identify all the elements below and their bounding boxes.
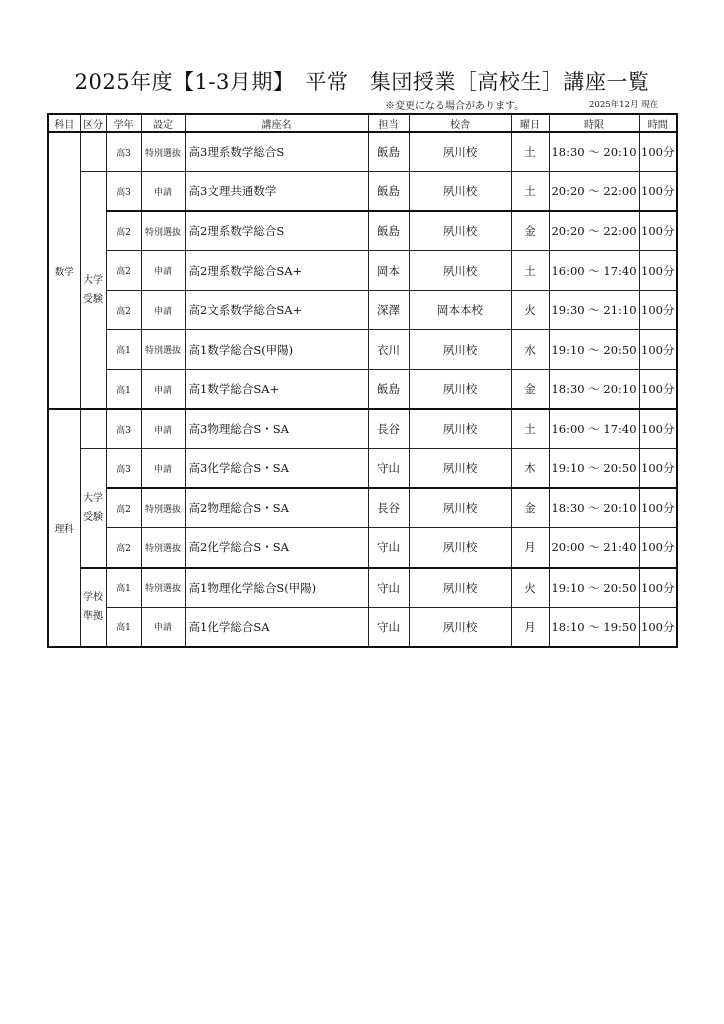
cell-grade: 高3 bbox=[106, 132, 141, 172]
period-end: 19:50 bbox=[603, 619, 637, 634]
cell-grade: 高3 bbox=[106, 409, 141, 449]
cell-setting: 申請 bbox=[141, 409, 185, 449]
cell-setting: 申請 bbox=[141, 251, 185, 291]
cell-school: 夙川校 bbox=[409, 211, 511, 251]
table-row bbox=[48, 330, 677, 370]
header-school: 校舎 bbox=[409, 114, 511, 132]
period-separator: ～ bbox=[584, 184, 604, 199]
cell-teacher: 守山 bbox=[368, 568, 409, 608]
table-row bbox=[48, 172, 677, 212]
cell-teacher: 飯島 bbox=[368, 211, 409, 251]
page-title: 2025年度【1-3月期】 平常 集団授業［高校生］講座一覧 bbox=[74, 70, 650, 94]
header-setting: 設定 bbox=[141, 114, 185, 132]
cell-teacher: 衣川 bbox=[368, 330, 409, 370]
period-start: 19:30 bbox=[551, 303, 585, 318]
period-start: 16:00 bbox=[551, 422, 585, 437]
cell-grade: 高2 bbox=[106, 488, 141, 528]
cell-duration: 100分 bbox=[639, 568, 677, 608]
cell-course: 高2文系数学総合SA+ bbox=[185, 290, 368, 330]
cell-duration: 100分 bbox=[639, 488, 677, 528]
cell-grade: 高2 bbox=[106, 290, 141, 330]
table-row bbox=[48, 488, 677, 528]
cell-duration: 100分 bbox=[639, 290, 677, 330]
cell-duration: 100分 bbox=[639, 607, 677, 647]
cell-period bbox=[549, 290, 639, 330]
cell-school: 夙川校 bbox=[409, 607, 511, 647]
cell-school: 夙川校 bbox=[409, 449, 511, 489]
cell-day: 月 bbox=[511, 607, 549, 647]
cell-grade: 高1 bbox=[106, 607, 141, 647]
period-separator: ～ bbox=[584, 501, 604, 516]
header-day: 曜日 bbox=[511, 114, 549, 132]
category-blank bbox=[80, 409, 106, 449]
category-exam: 大学 受験 bbox=[80, 449, 106, 568]
cell-school: 夙川校 bbox=[409, 409, 511, 449]
header-subject: 科目 bbox=[48, 114, 80, 132]
cell-setting: 申請 bbox=[141, 172, 185, 212]
cell-setting: 特別選抜 bbox=[141, 330, 185, 370]
cell-teacher: 飯島 bbox=[368, 132, 409, 172]
cell-period bbox=[549, 132, 639, 172]
cell-setting: 特別選抜 bbox=[141, 528, 185, 568]
header-teacher: 担当 bbox=[368, 114, 409, 132]
cell-grade: 高3 bbox=[106, 172, 141, 212]
cell-setting: 申請 bbox=[141, 449, 185, 489]
period-start: 18:30 bbox=[551, 501, 585, 516]
cell-teacher: 長谷 bbox=[368, 488, 409, 528]
cell-duration: 100分 bbox=[639, 409, 677, 449]
period-end: 20:10 bbox=[603, 145, 637, 160]
cell-course: 高2物理総合S・SA bbox=[185, 488, 368, 528]
cell-school: 夙川校 bbox=[409, 172, 511, 212]
cell-setting: 申請 bbox=[141, 290, 185, 330]
period-separator: ～ bbox=[584, 342, 604, 357]
period-start: 18:10 bbox=[551, 619, 585, 634]
cell-setting: 特別選抜 bbox=[141, 211, 185, 251]
cell-setting: 特別選抜 bbox=[141, 132, 185, 172]
category-exam: 大学 受験 bbox=[80, 172, 106, 410]
cell-setting: 特別選抜 bbox=[141, 568, 185, 608]
cell-day: 水 bbox=[511, 330, 549, 370]
table-row bbox=[48, 211, 677, 251]
period-start: 19:10 bbox=[551, 461, 585, 476]
period-start: 19:10 bbox=[551, 580, 585, 595]
cell-period bbox=[549, 370, 639, 410]
period-end: 20:50 bbox=[603, 461, 637, 476]
period-separator: ～ bbox=[584, 580, 604, 595]
period-separator: ～ bbox=[584, 224, 604, 239]
cell-grade: 高1 bbox=[106, 568, 141, 608]
cell-grade: 高1 bbox=[106, 370, 141, 410]
cell-day: 土 bbox=[511, 251, 549, 291]
cell-course: 高1化学総合SA bbox=[185, 607, 368, 647]
cell-duration: 100分 bbox=[639, 132, 677, 172]
table-row bbox=[48, 370, 677, 410]
subject-science: 理科 bbox=[48, 409, 80, 647]
period-separator: ～ bbox=[584, 382, 604, 397]
cell-day: 土 bbox=[511, 132, 549, 172]
period-end: 20:50 bbox=[603, 580, 637, 595]
header-duration: 時間 bbox=[639, 114, 677, 132]
cell-duration: 100分 bbox=[639, 251, 677, 291]
cell-period bbox=[549, 449, 639, 489]
cell-duration: 100分 bbox=[639, 330, 677, 370]
period-separator: ～ bbox=[584, 619, 604, 634]
header-category: 区分 bbox=[80, 114, 106, 132]
cell-setting: 申請 bbox=[141, 607, 185, 647]
period-start: 19:10 bbox=[551, 342, 585, 357]
period-end: 22:00 bbox=[603, 184, 637, 199]
period-separator: ～ bbox=[584, 145, 604, 160]
cell-school: 夙川校 bbox=[409, 528, 511, 568]
period-separator: ～ bbox=[584, 540, 604, 555]
cell-school: 岡本本校 bbox=[409, 290, 511, 330]
cell-teacher: 長谷 bbox=[368, 409, 409, 449]
cell-period bbox=[549, 251, 639, 291]
cell-grade: 高2 bbox=[106, 211, 141, 251]
cell-course: 高2理系数学総合S bbox=[185, 211, 368, 251]
cell-school: 夙川校 bbox=[409, 251, 511, 291]
course-table bbox=[47, 113, 678, 648]
cell-day: 土 bbox=[511, 172, 549, 212]
period-separator: ～ bbox=[584, 422, 604, 437]
cell-grade: 高3 bbox=[106, 449, 141, 489]
period-separator: ～ bbox=[584, 263, 604, 278]
cell-day: 木 bbox=[511, 449, 549, 489]
cell-course: 高3化学総合S・SA bbox=[185, 449, 368, 489]
table-row bbox=[48, 409, 677, 449]
cell-school: 夙川校 bbox=[409, 132, 511, 172]
period-end: 21:40 bbox=[603, 540, 637, 555]
cell-duration: 100分 bbox=[639, 211, 677, 251]
cell-day: 火 bbox=[511, 568, 549, 608]
cell-school: 夙川校 bbox=[409, 370, 511, 410]
header-grade: 学年 bbox=[106, 114, 141, 132]
table-row bbox=[48, 568, 677, 608]
period-end: 20:10 bbox=[603, 382, 637, 397]
period-end: 20:10 bbox=[603, 501, 637, 516]
table-header-row bbox=[48, 114, 677, 132]
cell-period bbox=[549, 211, 639, 251]
subject-math: 数学 bbox=[48, 132, 80, 409]
cell-teacher: 飯島 bbox=[368, 172, 409, 212]
period-start: 20:00 bbox=[551, 540, 585, 555]
table-row bbox=[48, 290, 677, 330]
table-row bbox=[48, 528, 677, 568]
cell-period bbox=[549, 528, 639, 568]
period-start: 18:30 bbox=[551, 382, 585, 397]
table-row bbox=[48, 607, 677, 647]
cell-period bbox=[549, 488, 639, 528]
cell-day: 月 bbox=[511, 528, 549, 568]
period-end: 20:50 bbox=[603, 342, 637, 357]
cell-course: 高3理系数学総合S bbox=[185, 132, 368, 172]
cell-grade: 高1 bbox=[106, 330, 141, 370]
cell-course: 高1数学総合S(甲陽) bbox=[185, 330, 368, 370]
period-start: 18:30 bbox=[551, 145, 585, 160]
cell-period bbox=[549, 330, 639, 370]
cell-grade: 高2 bbox=[106, 251, 141, 291]
cell-period bbox=[549, 172, 639, 212]
cell-course: 高1物理化学総合S(甲陽) bbox=[185, 568, 368, 608]
cell-day: 土 bbox=[511, 409, 549, 449]
table-row bbox=[48, 132, 677, 172]
period-end: 17:40 bbox=[603, 263, 637, 278]
period-start: 16:00 bbox=[551, 263, 585, 278]
cell-teacher: 守山 bbox=[368, 607, 409, 647]
cell-setting: 特別選抜 bbox=[141, 488, 185, 528]
cell-period bbox=[549, 568, 639, 608]
cell-day: 金 bbox=[511, 370, 549, 410]
period-end: 21:10 bbox=[603, 303, 637, 318]
period-separator: ～ bbox=[584, 303, 604, 318]
cell-teacher: 飯島 bbox=[368, 370, 409, 410]
cell-duration: 100分 bbox=[639, 370, 677, 410]
cell-course: 高2理系数学総合SA+ bbox=[185, 251, 368, 291]
cell-period bbox=[549, 607, 639, 647]
period-end: 17:40 bbox=[603, 422, 637, 437]
cell-duration: 100分 bbox=[639, 172, 677, 212]
cell-school: 夙川校 bbox=[409, 330, 511, 370]
cell-course: 高3物理総合S・SA bbox=[185, 409, 368, 449]
cell-day: 金 bbox=[511, 211, 549, 251]
cell-day: 金 bbox=[511, 488, 549, 528]
cell-day: 火 bbox=[511, 290, 549, 330]
period-end: 22:00 bbox=[603, 224, 637, 239]
change-notice: ※変更になる場合があります。 bbox=[385, 101, 525, 112]
cell-school: 夙川校 bbox=[409, 568, 511, 608]
category-school-prep: 学校 準拠 bbox=[80, 568, 106, 647]
header-course: 講座名 bbox=[185, 114, 368, 132]
cell-teacher: 岡本 bbox=[368, 251, 409, 291]
cell-period bbox=[549, 409, 639, 449]
cell-school: 夙川校 bbox=[409, 488, 511, 528]
table-row bbox=[48, 251, 677, 291]
cell-course: 高1数学総合SA+ bbox=[185, 370, 368, 410]
cell-grade: 高2 bbox=[106, 528, 141, 568]
cell-teacher: 深澤 bbox=[368, 290, 409, 330]
period-start: 20:20 bbox=[551, 184, 585, 199]
period-separator: ～ bbox=[584, 461, 604, 476]
cell-duration: 100分 bbox=[639, 449, 677, 489]
category-blank bbox=[80, 132, 106, 172]
cell-duration: 100分 bbox=[639, 528, 677, 568]
cell-teacher: 守山 bbox=[368, 528, 409, 568]
header-period: 時限 bbox=[549, 114, 639, 132]
cell-course: 高3文理共通数学 bbox=[185, 172, 368, 212]
cell-course: 高2化学総合S・SA bbox=[185, 528, 368, 568]
cell-teacher: 守山 bbox=[368, 449, 409, 489]
as-of-date: 2025年12月 現在 bbox=[589, 100, 659, 110]
table-row bbox=[48, 449, 677, 489]
period-start: 20:20 bbox=[551, 224, 585, 239]
cell-setting: 申請 bbox=[141, 370, 185, 410]
